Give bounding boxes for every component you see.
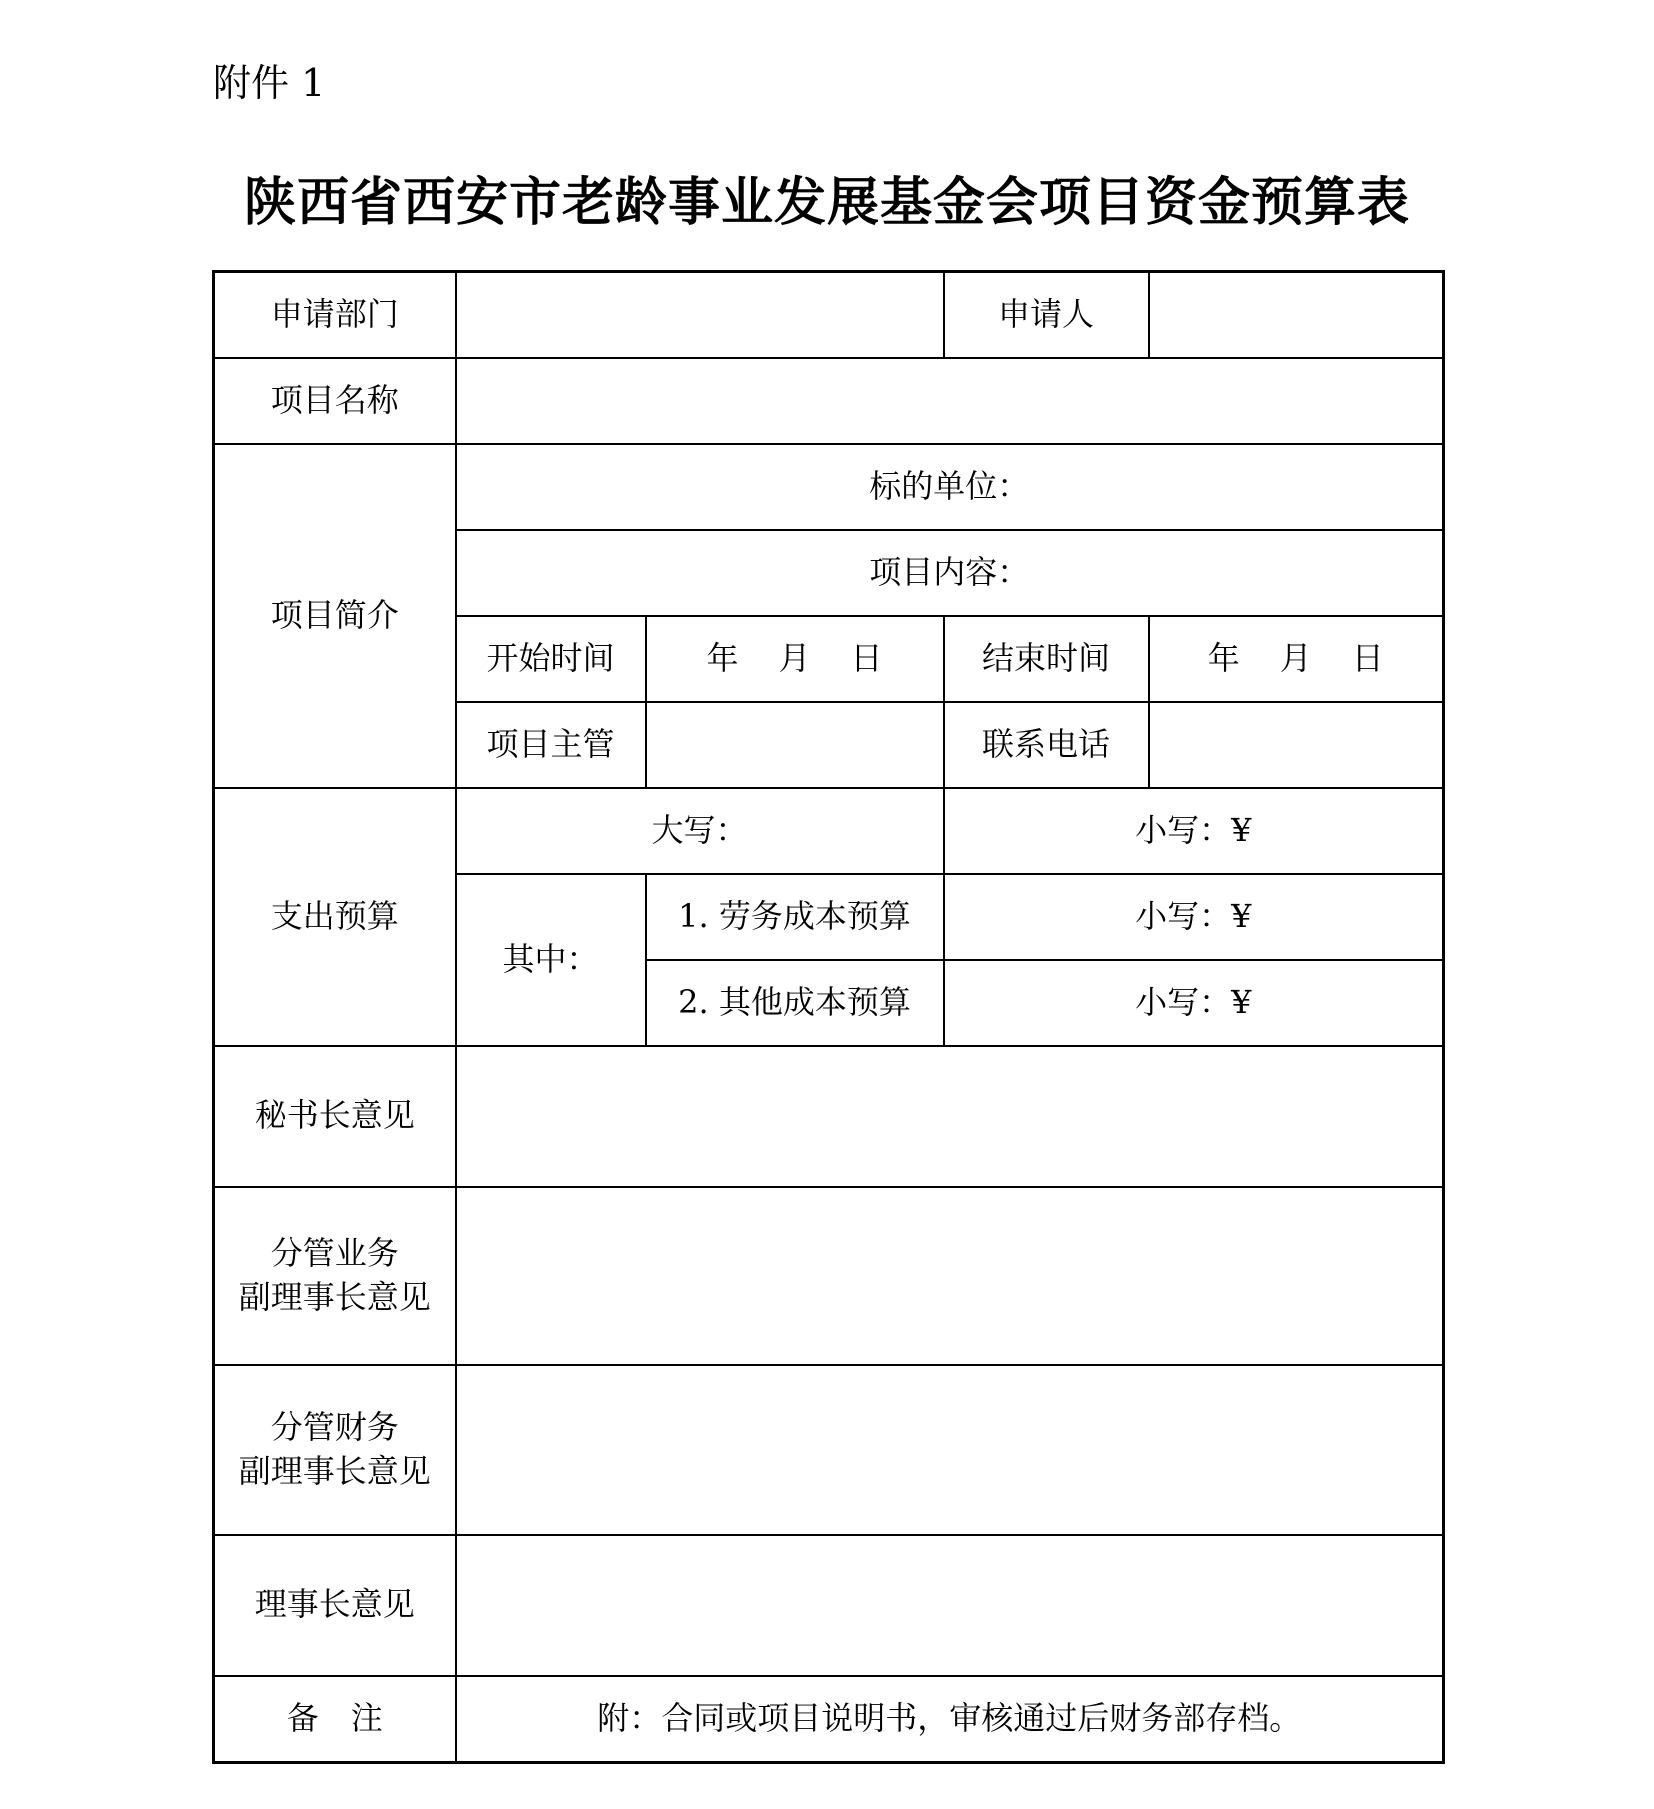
among-label: 其中：	[456, 874, 646, 1046]
target-unit-field[interactable]	[456, 444, 1444, 530]
start-year: 年	[706, 638, 739, 677]
labor-lowercase-field[interactable]	[944, 874, 1444, 960]
dept-field[interactable]	[456, 272, 944, 358]
end-year: 年	[1207, 638, 1240, 677]
uppercase-label: 大写：	[651, 810, 748, 849]
table-row	[214, 1676, 1444, 1763]
table-row	[214, 272, 1444, 358]
other-lowercase-label: 小写：¥	[1135, 982, 1252, 1021]
project-name-field[interactable]	[456, 358, 1444, 444]
total-lowercase-field[interactable]	[944, 788, 1444, 874]
end-date-field[interactable]	[1149, 616, 1444, 702]
remark-value: 附：合同或项目说明书，审核通过后财务部存档。	[456, 1676, 1444, 1763]
vp-business-line1: 分管业务	[270, 1234, 399, 1273]
labor-lowercase-label: 小写：¥	[1135, 896, 1252, 935]
table-row	[214, 1365, 1444, 1535]
intro-label: 项目简介	[214, 444, 456, 788]
vp-business-line2: 副理事长意见	[238, 1277, 431, 1316]
start-month: 月	[778, 638, 811, 677]
attachment-label: 附件 1	[213, 61, 326, 105]
page-title: 陕西省西安市老龄事业发展基金会项目资金预算表	[243, 173, 1410, 233]
uppercase-field[interactable]	[456, 788, 944, 874]
start-day: 日	[850, 638, 883, 677]
table-row	[214, 1187, 1444, 1365]
labor-cost-label: 1. 劳务成本预算	[646, 874, 944, 960]
table-row	[214, 1535, 1444, 1676]
phone-label: 联系电话	[944, 702, 1149, 788]
table-row	[214, 1046, 1444, 1187]
vp-finance-opinion-field[interactable]	[456, 1365, 1444, 1535]
other-lowercase-field[interactable]	[944, 960, 1444, 1046]
table-row	[214, 788, 1444, 874]
secretary-opinion-field[interactable]	[456, 1046, 1444, 1187]
target-unit-label: 标的单位：	[869, 466, 1030, 505]
vp-business-opinion-field[interactable]	[456, 1187, 1444, 1365]
phone-field[interactable]	[1149, 702, 1444, 788]
vp-finance-line2: 副理事长意见	[238, 1451, 431, 1490]
remark-label: 备 注	[214, 1676, 456, 1763]
secretary-label: 秘书长意见	[214, 1046, 456, 1187]
vp-finance-line1: 分管财务	[270, 1408, 399, 1447]
manager-field[interactable]	[646, 702, 944, 788]
end-month: 月	[1279, 638, 1312, 677]
start-label: 开始时间	[456, 616, 646, 702]
applicant-label: 申请人	[944, 272, 1149, 358]
manager-label: 项目主管	[456, 702, 646, 788]
budget-label: 支出预算	[214, 788, 456, 1046]
budget-form-table	[212, 270, 1445, 1764]
applicant-field[interactable]	[1149, 272, 1444, 358]
vp-business-label	[214, 1187, 456, 1365]
table-row	[214, 358, 1444, 444]
total-lowercase-label: 小写：¥	[1135, 810, 1252, 849]
project-name-label: 项目名称	[214, 358, 456, 444]
dept-label: 申请部门	[214, 272, 456, 358]
other-cost-label: 2. 其他成本预算	[646, 960, 944, 1046]
end-label: 结束时间	[944, 616, 1149, 702]
chairman-opinion-field[interactable]	[456, 1535, 1444, 1676]
chairman-label: 理事长意见	[214, 1535, 456, 1676]
content-field[interactable]	[456, 530, 1444, 616]
vp-finance-label	[214, 1365, 456, 1535]
content-label: 项目内容：	[869, 552, 1030, 591]
end-day: 日	[1351, 638, 1384, 677]
start-date-field[interactable]	[646, 616, 944, 702]
table-row	[214, 444, 1444, 530]
